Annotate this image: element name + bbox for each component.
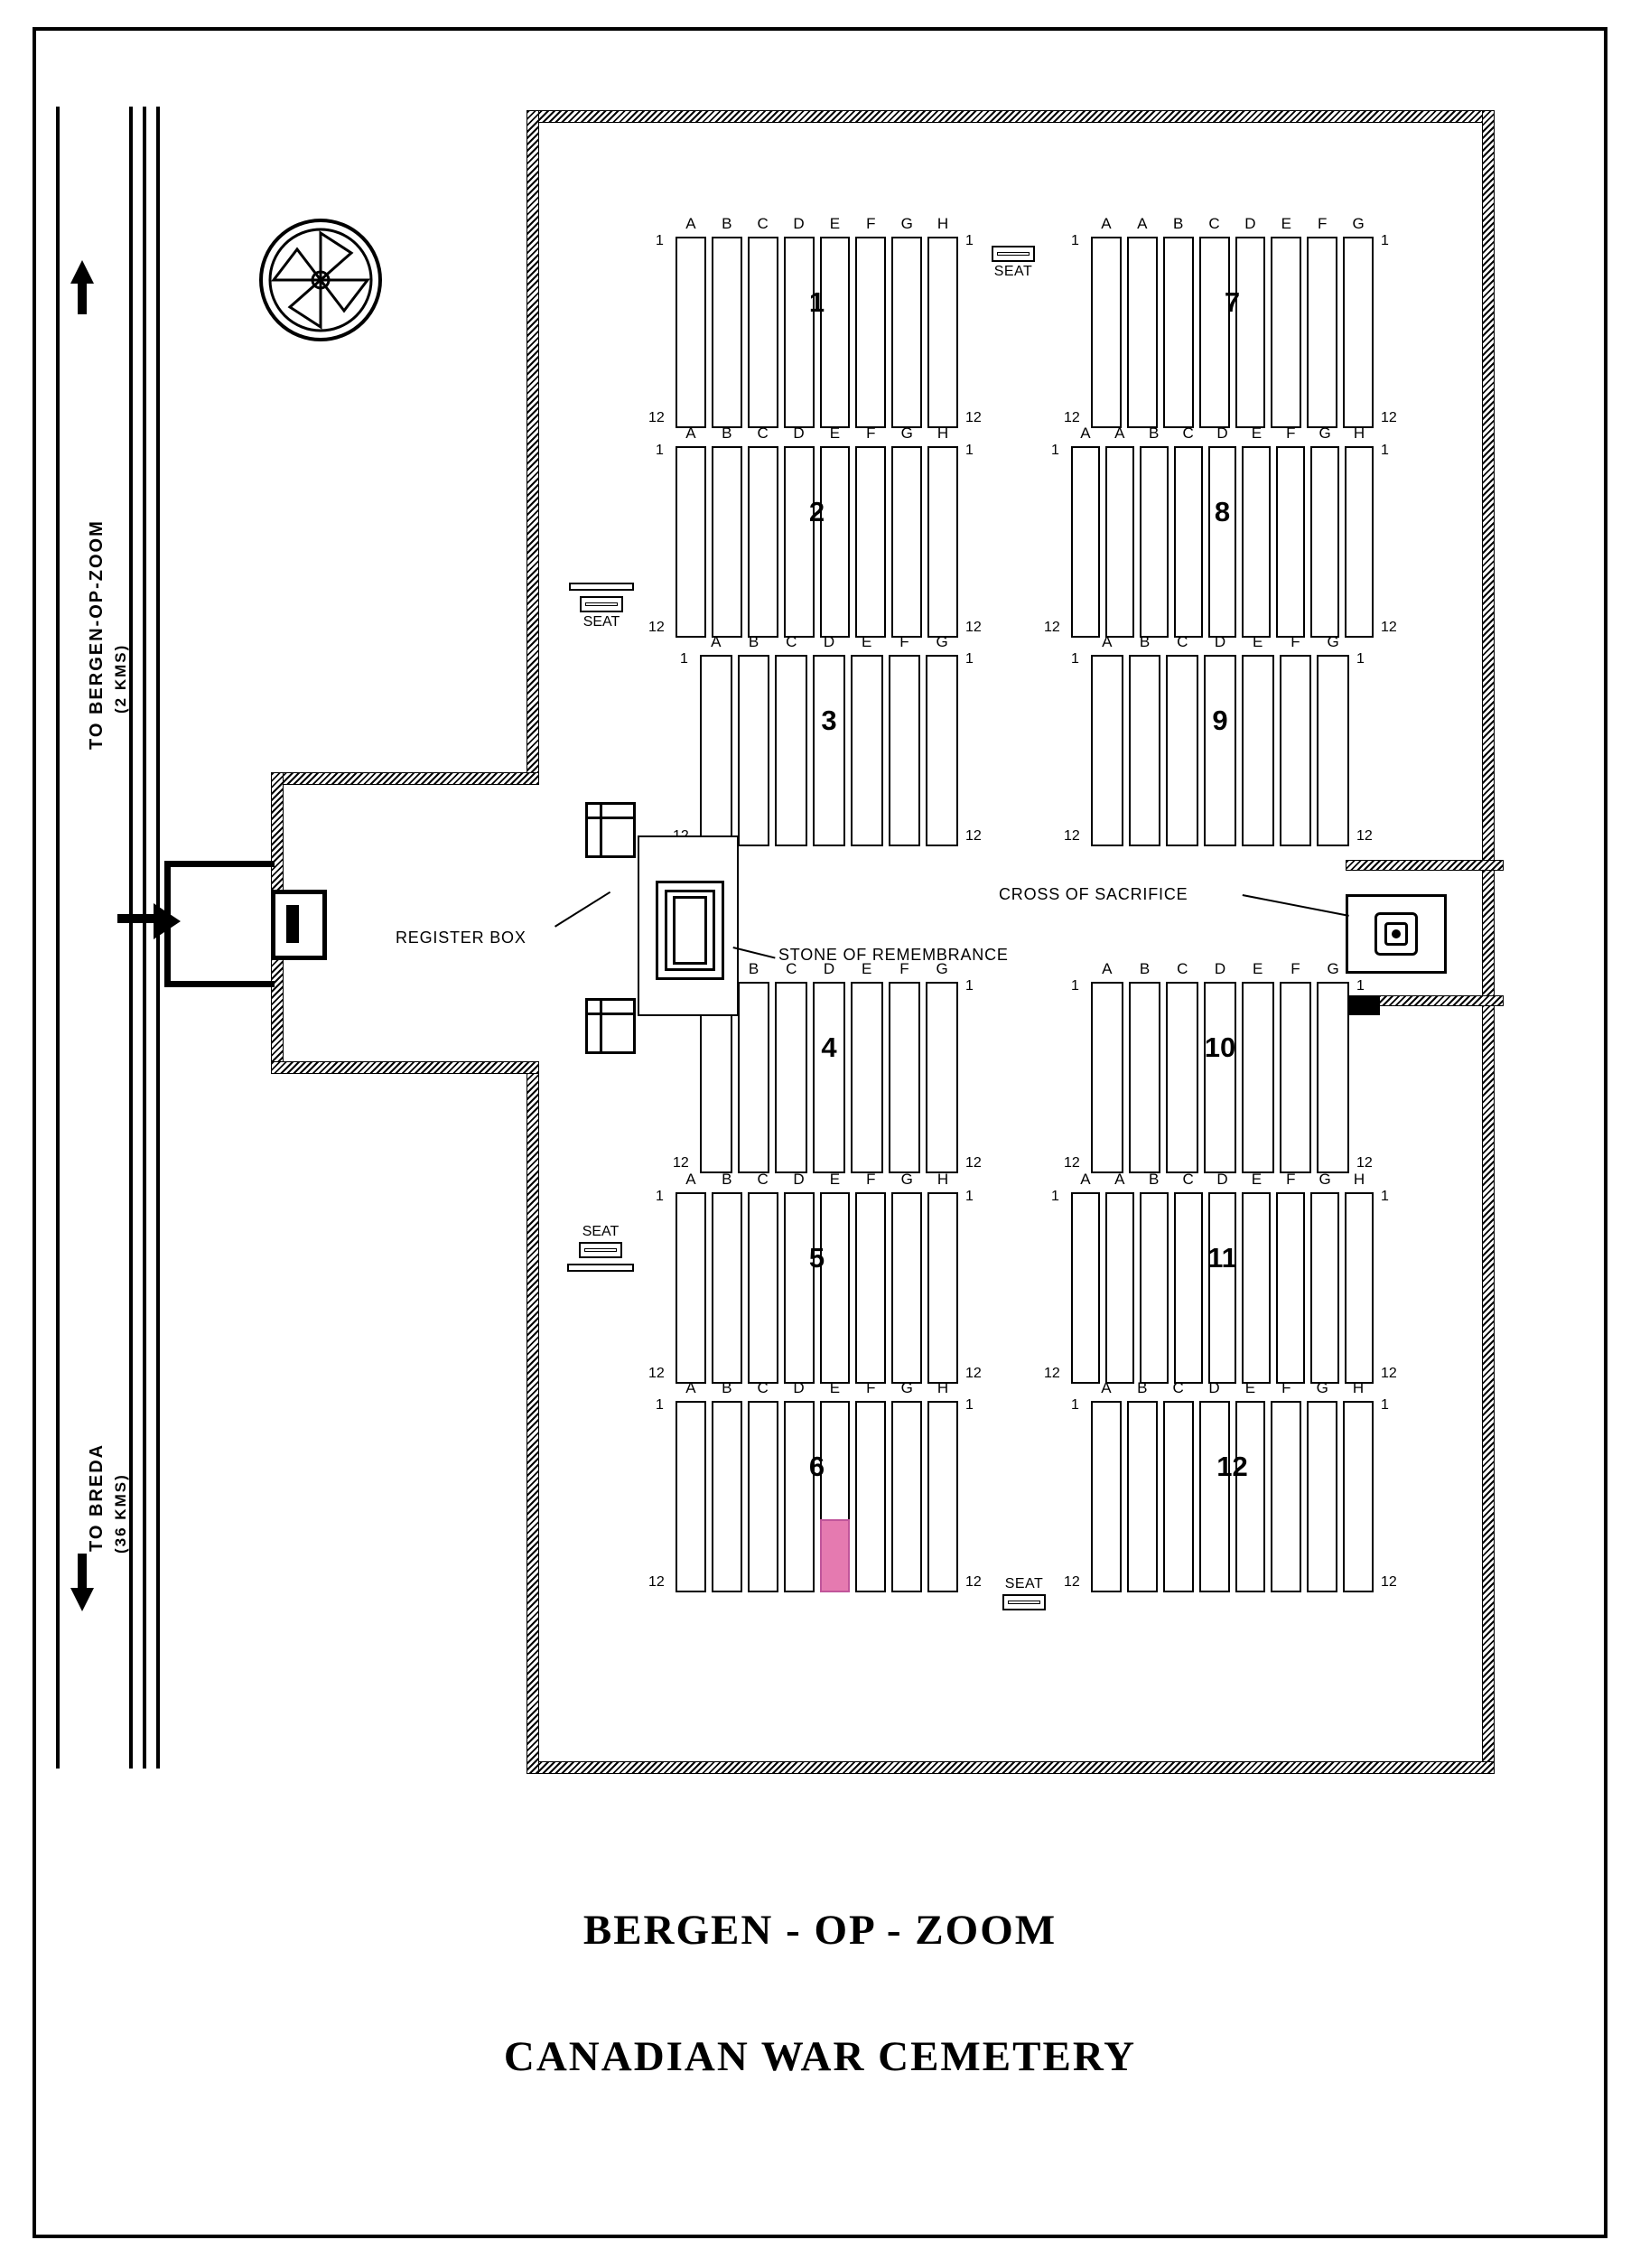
plot-8-column-letter: B <box>1149 425 1160 442</box>
plot-12-row-end-left: 12 <box>1064 1574 1080 1590</box>
grave-row[interactable] <box>820 1519 851 1592</box>
grave-row[interactable] <box>926 655 958 846</box>
plot-1-column-letter: E <box>829 215 841 232</box>
plot-5-column-letter: A <box>685 1171 696 1188</box>
seat-marker-north: SEAT <box>992 246 1035 280</box>
plot-4-row-start-right: 1 <box>965 978 974 994</box>
plot-5-column-letter: E <box>829 1171 841 1188</box>
grave-row[interactable] <box>784 446 815 638</box>
plot-3-column-letter: D <box>823 633 835 650</box>
grave-row[interactable] <box>891 1192 922 1384</box>
grave-row[interactable] <box>738 655 770 846</box>
wall-cross-alcove-stub <box>1346 995 1380 1015</box>
plot-2-row-end-left: 12 <box>648 620 665 635</box>
plot-12-column-letter: B <box>1137 1379 1148 1396</box>
plot-12-column-letter: G <box>1316 1379 1328 1396</box>
plot-number-label: 2 <box>808 496 825 528</box>
plot-number-label: 6 <box>808 1451 825 1483</box>
plot-9-column-letter: D <box>1214 633 1226 650</box>
plot-number-label: 7 <box>1224 286 1241 319</box>
grave-row[interactable] <box>1105 1192 1134 1384</box>
grave-row[interactable] <box>676 237 706 428</box>
entrance-gate <box>271 890 327 960</box>
grave-row[interactable] <box>1166 982 1198 1173</box>
plot-3-column-letter: B <box>748 633 759 650</box>
plot-10-column-letter: A <box>1102 960 1113 977</box>
grave-row[interactable] <box>712 237 742 428</box>
plot-11-column-letter: G <box>1319 1171 1331 1188</box>
grave-row[interactable] <box>820 446 851 638</box>
grave-row[interactable] <box>775 982 807 1173</box>
plot-12-column-letter: F <box>1281 1379 1291 1396</box>
plot-1-column-letter: H <box>936 215 949 232</box>
stone-of-remembrance-label: STONE OF REMEMBRANCE <box>778 946 1009 964</box>
grave-row[interactable] <box>813 982 845 1173</box>
plot-7-row-end-right: 12 <box>1381 410 1397 425</box>
plot-6-row-end-left: 12 <box>648 1574 665 1590</box>
plot-4-column-letter: G <box>936 960 948 977</box>
plot-number-label: 10 <box>1204 1031 1236 1064</box>
grave-row[interactable] <box>775 655 807 846</box>
grave-row[interactable] <box>1280 982 1312 1173</box>
plot-8-column-letter: A <box>1114 425 1125 442</box>
grave-row[interactable] <box>738 982 770 1173</box>
plot-5-column-letter: H <box>936 1171 949 1188</box>
plot-number-label: 1 <box>808 286 825 319</box>
compass-rose-icon <box>257 217 384 343</box>
plot-1-row-start-right: 1 <box>965 233 974 248</box>
plot-3-row-start-right: 1 <box>965 651 974 667</box>
plot-2-column-letter: H <box>936 425 949 442</box>
grave-row[interactable] <box>784 237 815 428</box>
plot-12-column-letter: A <box>1101 1379 1112 1396</box>
plot-5-column-letter: C <box>757 1171 769 1188</box>
road-distance-north: (2 KMS) <box>112 643 129 714</box>
plot-12-column-letter: H <box>1352 1379 1365 1396</box>
grave-row[interactable] <box>748 1401 778 1592</box>
plot-3-row-start-left: 1 <box>680 651 688 667</box>
grave-row[interactable] <box>1127 237 1158 428</box>
south-direction-arrowhead <box>70 1588 94 1611</box>
plot-1-column-letter: F <box>866 215 876 232</box>
grave-plot-5[interactable] <box>648 1171 982 1384</box>
seat-marker-west-lower: SEAT <box>567 1224 634 1272</box>
plot-10-column-letter: F <box>1291 960 1300 977</box>
plot-9-column-letter: F <box>1291 633 1300 650</box>
grave-row[interactable] <box>1310 446 1339 638</box>
seat-bench-icon <box>580 596 623 612</box>
plot-number-label: 8 <box>1214 496 1231 528</box>
grave-row[interactable] <box>1140 1192 1169 1384</box>
plot-6-row-end-right: 12 <box>965 1574 982 1590</box>
grave-row[interactable] <box>712 1401 742 1592</box>
grave-row[interactable] <box>820 237 851 428</box>
plot-5-column-letter: G <box>900 1171 913 1188</box>
plot-6-column-letter: B <box>722 1379 732 1396</box>
plot-2-row-start-left: 1 <box>656 443 664 458</box>
plot-4-column-letter: B <box>748 960 759 977</box>
plot-9-column-letter: A <box>1102 633 1113 650</box>
grave-row[interactable] <box>1317 655 1349 846</box>
grave-row[interactable] <box>1105 446 1134 638</box>
plot-8-column-letter: A <box>1080 425 1091 442</box>
plot-2-column-letter: E <box>829 425 841 442</box>
grave-row[interactable] <box>855 1192 886 1384</box>
plot-5-row-end-left: 12 <box>648 1366 665 1381</box>
plot-10-row-end-left: 12 <box>1064 1155 1080 1171</box>
grave-row[interactable] <box>1242 982 1274 1173</box>
grave-row[interactable] <box>1242 446 1271 638</box>
plot-10-column-letter: B <box>1139 960 1151 977</box>
grave-row[interactable] <box>1129 982 1161 1173</box>
grave-row[interactable] <box>1276 446 1305 638</box>
grave-row[interactable] <box>1204 655 1236 846</box>
grave-plot-6[interactable] <box>648 1379 982 1592</box>
grave-row[interactable] <box>676 446 706 638</box>
plot-5-row-end-right: 12 <box>965 1366 982 1381</box>
grave-plot-7[interactable] <box>1064 215 1397 428</box>
plot-6-column-letter: G <box>900 1379 913 1396</box>
grave-row[interactable] <box>1235 1401 1266 1592</box>
plot-3-column-letter: F <box>899 633 909 650</box>
road-distance-south: (36 KMS) <box>112 1473 129 1554</box>
plot-8-row-start-left: 1 <box>1051 443 1059 458</box>
plot-2-column-letter: A <box>685 425 696 442</box>
grave-plot-9[interactable] <box>1064 633 1373 846</box>
seat-bench-icon <box>992 246 1035 262</box>
plot-11-column-letter: E <box>1251 1171 1263 1188</box>
grave-row[interactable] <box>891 1401 922 1592</box>
grave-row[interactable] <box>927 446 958 638</box>
grave-row[interactable] <box>1343 237 1374 428</box>
grave-row[interactable] <box>1280 655 1312 846</box>
plot-1-row-end-right: 12 <box>965 410 982 425</box>
plot-11-column-letter: F <box>1286 1171 1296 1188</box>
plot-7-column-letter: E <box>1281 215 1291 232</box>
grave-row[interactable] <box>712 446 742 638</box>
plot-7-column-letter: C <box>1208 215 1220 232</box>
plot-8-column-letter: F <box>1286 425 1296 442</box>
register-box-north <box>585 802 636 858</box>
plot-9-column-letter: E <box>1253 633 1263 650</box>
grave-row[interactable] <box>1163 1401 1194 1592</box>
grave-row[interactable] <box>712 1192 742 1384</box>
entrance-path-lower <box>164 981 275 987</box>
grave-row[interactable] <box>1317 982 1349 1173</box>
plot-11-row-start-right: 1 <box>1381 1189 1389 1204</box>
plot-3-column-letter: G <box>936 633 948 650</box>
plot-6-column-letter: C <box>757 1379 769 1396</box>
plot-5-column-letter: B <box>722 1171 732 1188</box>
seat-bench-icon <box>569 583 634 591</box>
stone-of-remembrance <box>656 881 724 980</box>
map-title-line-1: BERGEN - OP - ZOOM <box>582 1907 1058 1954</box>
grave-row[interactable] <box>1204 982 1236 1173</box>
grave-plot-8[interactable] <box>1044 425 1397 638</box>
grave-row[interactable] <box>700 655 732 846</box>
grave-row[interactable] <box>1208 446 1237 638</box>
entrance-arrow-shaft <box>117 914 159 923</box>
grave-row[interactable] <box>1140 446 1169 638</box>
plot-8-column-letter: D <box>1216 425 1228 442</box>
plot-8-column-letter: C <box>1182 425 1194 442</box>
seat-marker-south: SEAT <box>1002 1576 1046 1610</box>
grave-row[interactable] <box>820 1192 851 1384</box>
grave-row[interactable] <box>891 446 922 638</box>
plot-12-row-start-left: 1 <box>1071 1397 1079 1413</box>
grave-row[interactable] <box>927 237 958 428</box>
grave-row[interactable] <box>813 655 845 846</box>
map-title-line-2: CANADIAN WAR CEMETERY <box>503 2033 1137 2080</box>
plot-6-column-letter: H <box>936 1379 949 1396</box>
seat-bench-icon <box>1002 1594 1046 1610</box>
plot-10-row-start-left: 1 <box>1071 978 1079 994</box>
grave-row[interactable] <box>1071 446 1100 638</box>
plot-1-row-end-left: 12 <box>648 410 665 425</box>
plot-7-column-letter: F <box>1317 215 1328 232</box>
grave-row[interactable] <box>1276 1192 1305 1384</box>
plot-10-row-start-right: 1 <box>1356 978 1365 994</box>
grave-row[interactable] <box>784 1192 815 1384</box>
plot-7-column-letter: B <box>1173 215 1184 232</box>
cross-of-sacrifice <box>1346 894 1447 974</box>
plot-2-column-letter: C <box>757 425 769 442</box>
plot-2-column-letter: G <box>900 425 913 442</box>
plot-1-column-letter: C <box>757 215 769 232</box>
seat-bench-icon <box>567 1264 634 1272</box>
plot-2-row-end-right: 12 <box>965 620 982 635</box>
road-edge-center-b <box>143 107 146 1769</box>
plot-8-column-letter: H <box>1353 425 1365 442</box>
grave-plot-10[interactable] <box>1064 960 1373 1173</box>
plot-7-row-start-left: 1 <box>1071 233 1079 248</box>
grave-row[interactable] <box>1208 1192 1237 1384</box>
plot-8-row-end-right: 12 <box>1381 620 1397 635</box>
cross-of-sacrifice-label: CROSS OF SACRIFICE <box>999 885 1188 903</box>
plot-1-column-letter: B <box>722 215 732 232</box>
plot-number-label: 3 <box>821 705 837 737</box>
grave-row[interactable] <box>748 1192 778 1384</box>
grave-row[interactable] <box>855 237 886 428</box>
wall-east <box>1482 110 1495 1774</box>
plot-9-column-letter: B <box>1139 633 1151 650</box>
grave-row[interactable] <box>1271 237 1301 428</box>
plot-10-column-letter: E <box>1253 960 1263 977</box>
plot-7-column-letter: A <box>1137 215 1148 232</box>
grave-row[interactable] <box>855 446 886 638</box>
plot-7-column-letter: A <box>1101 215 1112 232</box>
entrance-path-upper <box>164 861 275 867</box>
plot-7-column-letter: G <box>1352 215 1365 232</box>
grave-row[interactable] <box>1091 237 1122 428</box>
plot-9-row-start-right: 1 <box>1356 651 1365 667</box>
wall-forecourt-south <box>271 1061 539 1074</box>
plot-4-row-end-left: 12 <box>673 1155 689 1171</box>
plot-6-column-letter: D <box>793 1379 805 1396</box>
plot-1-column-letter: G <box>900 215 913 232</box>
south-direction-arrow-shaft <box>78 1554 87 1590</box>
plot-6-row-start-right: 1 <box>965 1397 974 1413</box>
plot-9-row-end-right: 12 <box>1356 828 1373 844</box>
plot-3-column-letter: A <box>711 633 722 650</box>
plot-9-row-end-left: 12 <box>1064 828 1080 844</box>
plot-11-row-end-right: 12 <box>1381 1366 1397 1381</box>
plot-6-column-letter: F <box>866 1379 876 1396</box>
plot-2-column-letter: D <box>793 425 805 442</box>
seat-marker-west-upper: SEAT <box>569 583 634 630</box>
wall-west-lower <box>526 1071 539 1774</box>
grave-row[interactable] <box>851 982 883 1173</box>
grave-row[interactable] <box>1199 1401 1230 1592</box>
grave-plot-1[interactable] <box>648 215 982 428</box>
plot-6-column-letter: A <box>685 1379 696 1396</box>
road-label-south: TO BREDA <box>87 1442 107 1552</box>
grave-plot-11[interactable] <box>1044 1171 1397 1384</box>
plot-2-column-letter: F <box>866 425 876 442</box>
plot-8-column-letter: G <box>1319 425 1331 442</box>
plot-9-column-letter: C <box>1177 633 1188 650</box>
grave-plot-12[interactable] <box>1064 1379 1397 1592</box>
plot-3-row-end-right: 12 <box>965 828 982 844</box>
grave-row[interactable] <box>1091 655 1123 846</box>
plot-4-row-end-right: 12 <box>965 1155 982 1171</box>
grave-plot-3[interactable] <box>680 633 982 846</box>
plot-4-column-letter: D <box>823 960 835 977</box>
grave-row[interactable] <box>784 1401 815 1592</box>
plot-7-row-end-left: 12 <box>1064 410 1080 425</box>
wall-west-upper <box>526 110 539 779</box>
grave-row[interactable] <box>1174 1192 1203 1384</box>
plot-4-column-letter: C <box>786 960 797 977</box>
grave-row[interactable] <box>1127 1401 1158 1592</box>
plot-11-column-letter: D <box>1216 1171 1228 1188</box>
plot-8-column-letter: E <box>1251 425 1263 442</box>
register-box-south <box>585 998 636 1054</box>
grave-row[interactable] <box>889 655 921 846</box>
plot-8-row-start-right: 1 <box>1381 443 1389 458</box>
grave-row[interactable] <box>927 1401 958 1592</box>
grave-row[interactable] <box>1345 446 1374 638</box>
plot-11-column-letter: H <box>1353 1171 1365 1188</box>
grave-row[interactable] <box>1174 446 1203 638</box>
road-edge-left <box>56 107 60 1769</box>
plot-12-column-letter: D <box>1208 1379 1220 1396</box>
plot-11-column-letter: A <box>1080 1171 1091 1188</box>
plot-3-column-letter: C <box>786 633 797 650</box>
plot-2-column-letter: B <box>722 425 732 442</box>
plot-11-column-letter: B <box>1149 1171 1160 1188</box>
plot-2-row-start-right: 1 <box>965 443 974 458</box>
plot-5-row-start-right: 1 <box>965 1189 974 1204</box>
plot-11-row-start-left: 1 <box>1051 1189 1059 1204</box>
grave-row[interactable] <box>676 1401 706 1592</box>
grave-row[interactable] <box>1307 237 1337 428</box>
plot-10-column-letter: G <box>1327 960 1339 977</box>
register-box-label: REGISTER BOX <box>396 929 526 947</box>
grave-row[interactable] <box>1307 1401 1337 1592</box>
plot-number-label: 11 <box>1207 1242 1237 1274</box>
plot-1-column-letter: A <box>685 215 696 232</box>
grave-row[interactable] <box>1091 982 1123 1173</box>
plot-4-column-letter: E <box>862 960 872 977</box>
grave-row[interactable] <box>748 446 778 638</box>
grave-row[interactable] <box>851 655 883 846</box>
plot-number-label: 12 <box>1216 1451 1248 1483</box>
plot-8-row-end-left: 12 <box>1044 620 1060 635</box>
grave-row[interactable] <box>927 1192 958 1384</box>
grave-row[interactable] <box>1345 1192 1374 1384</box>
grave-row[interactable] <box>1242 1192 1271 1384</box>
grave-row[interactable] <box>1166 655 1198 846</box>
plot-number-label: 4 <box>821 1031 837 1064</box>
plot-7-column-letter: D <box>1244 215 1256 232</box>
plot-number-label: 5 <box>808 1242 825 1274</box>
grave-row[interactable] <box>891 237 922 428</box>
plot-5-row-start-left: 1 <box>656 1189 664 1204</box>
plot-4-column-letter: F <box>899 960 909 977</box>
grave-row[interactable] <box>1091 1401 1122 1592</box>
plot-10-row-end-right: 12 <box>1356 1155 1373 1171</box>
plot-9-column-letter: G <box>1327 633 1339 650</box>
plot-12-column-letter: C <box>1172 1379 1184 1396</box>
grave-row[interactable] <box>926 982 958 1173</box>
plot-6-row-start-left: 1 <box>656 1397 664 1413</box>
road-label-north: TO BERGEN-OP-ZOOM <box>87 519 107 750</box>
plot-9-row-start-left: 1 <box>1071 651 1079 667</box>
grave-row[interactable] <box>1163 237 1194 428</box>
grave-row[interactable] <box>676 1192 706 1384</box>
grave-row[interactable] <box>1129 655 1161 846</box>
plot-3-column-letter: E <box>862 633 872 650</box>
grave-row[interactable] <box>1310 1192 1339 1384</box>
plot-11-column-letter: C <box>1182 1171 1194 1188</box>
north-direction-arrow-shaft <box>78 280 87 314</box>
grave-row[interactable] <box>889 982 921 1173</box>
plot-10-column-letter: C <box>1177 960 1188 977</box>
plot-12-row-start-right: 1 <box>1381 1397 1389 1413</box>
wall-south <box>526 1761 1495 1774</box>
grave-row[interactable] <box>1199 237 1230 428</box>
wall-cross-alcove-north <box>1346 860 1504 871</box>
grave-row[interactable] <box>1271 1401 1301 1592</box>
wall-forecourt-north <box>271 772 539 785</box>
plot-12-row-end-right: 12 <box>1381 1574 1397 1590</box>
wall-north <box>526 110 1495 123</box>
plot-1-column-letter: D <box>793 215 805 232</box>
plot-12-column-letter: E <box>1244 1379 1256 1396</box>
grave-row[interactable] <box>1343 1401 1374 1592</box>
plot-number-label: 9 <box>1212 705 1228 737</box>
grave-row[interactable] <box>1071 1192 1100 1384</box>
grave-row[interactable] <box>855 1401 886 1592</box>
plot-1-row-start-left: 1 <box>656 233 664 248</box>
plot-5-column-letter: F <box>866 1171 876 1188</box>
plot-11-row-end-left: 12 <box>1044 1366 1060 1381</box>
grave-row[interactable] <box>1235 237 1266 428</box>
plot-7-row-start-right: 1 <box>1381 233 1389 248</box>
grave-plot-2[interactable] <box>648 425 982 638</box>
seat-bench-icon <box>579 1242 622 1258</box>
grave-row[interactable] <box>748 237 778 428</box>
grave-row[interactable] <box>1242 655 1274 846</box>
plot-6-column-letter: E <box>829 1379 841 1396</box>
plot-10-column-letter: D <box>1214 960 1226 977</box>
plot-11-column-letter: A <box>1114 1171 1125 1188</box>
plot-5-column-letter: D <box>793 1171 805 1188</box>
